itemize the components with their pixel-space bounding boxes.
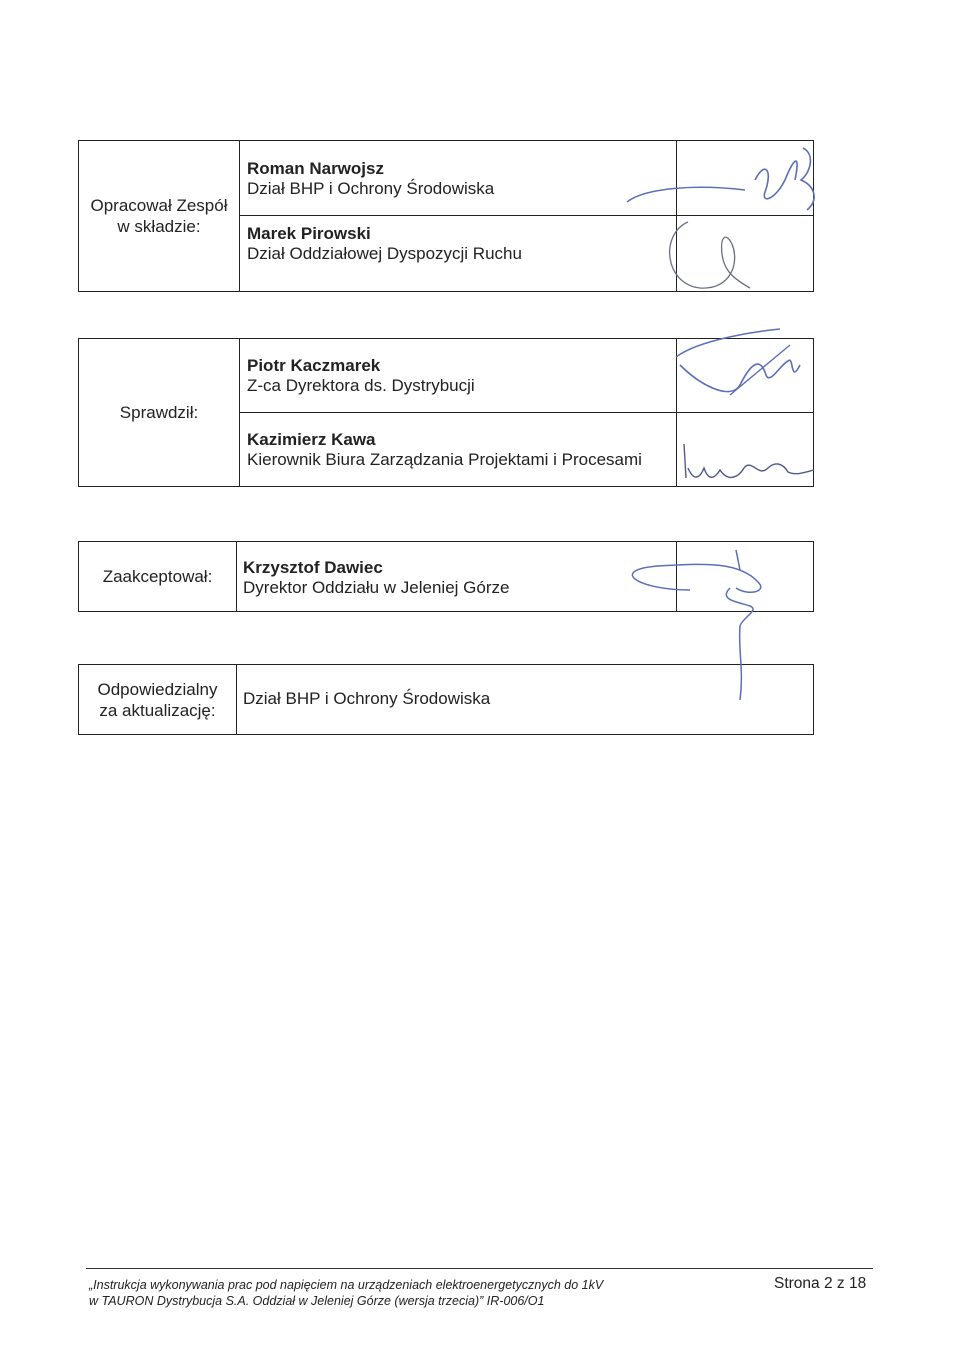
approver-role: Dyrektor Oddziału w Jeleniej Górze — [243, 578, 510, 597]
responsible-table — [78, 664, 814, 735]
author2-role: Dział Oddziałowej Dyspozycji Ruchu — [247, 244, 522, 263]
responsible-label-line2: za aktualizację: — [99, 700, 216, 720]
page-number: Strona 2 z 18 — [774, 1275, 867, 1292]
reviewers-table — [78, 338, 814, 487]
reviewer2-name: Kazimierz Kawa — [247, 430, 376, 449]
approval-label-text: Zaakceptował: — [102, 567, 213, 586]
author1-name: Roman Narwojsz — [247, 159, 384, 178]
approver-name: Krzysztof Dawiec — [243, 558, 383, 577]
approval-label — [79, 542, 236, 611]
reviewer2-role: Kierownik Biura Zarządzania Projektami i Procesami — [247, 450, 642, 469]
reviewer1-role: Z-ca Dyrektora ds. Dystrybucji — [247, 376, 475, 395]
approval-table — [78, 541, 814, 612]
authors-label — [79, 141, 239, 291]
footer-line1: „Instrukcja wykonywania prac pod napięciem na urządzeniach elektroenergetycznych do 1kV — [89, 1278, 604, 1292]
footer-line2: w TAURON Dystrybucja S.A. Oddział w Jeleniej Górze (wersja trzecia)” IR-006/O1 — [89, 1294, 545, 1308]
author2-name: Marek Pirowski — [247, 224, 371, 243]
footer-document-title — [89, 1277, 603, 1309]
reviewers-label-text: Sprawdził: — [119, 403, 199, 422]
responsible-value: Dział BHP i Ochrony Środowiska — [243, 689, 491, 708]
authors-label-line1: Opracował Zespół — [90, 196, 228, 215]
reviewer1-name: Piotr Kaczmarek — [247, 356, 381, 375]
author1-role: Dział BHP i Ochrony Środowiska — [247, 179, 495, 198]
responsible-label — [79, 665, 236, 734]
footer-divider — [86, 1268, 873, 1269]
authors-table — [78, 140, 814, 292]
reviewers-label — [79, 339, 239, 486]
responsible-label-line1: Odpowiedzialny — [97, 679, 218, 699]
authors-label-line2: w składzie: — [117, 217, 201, 236]
